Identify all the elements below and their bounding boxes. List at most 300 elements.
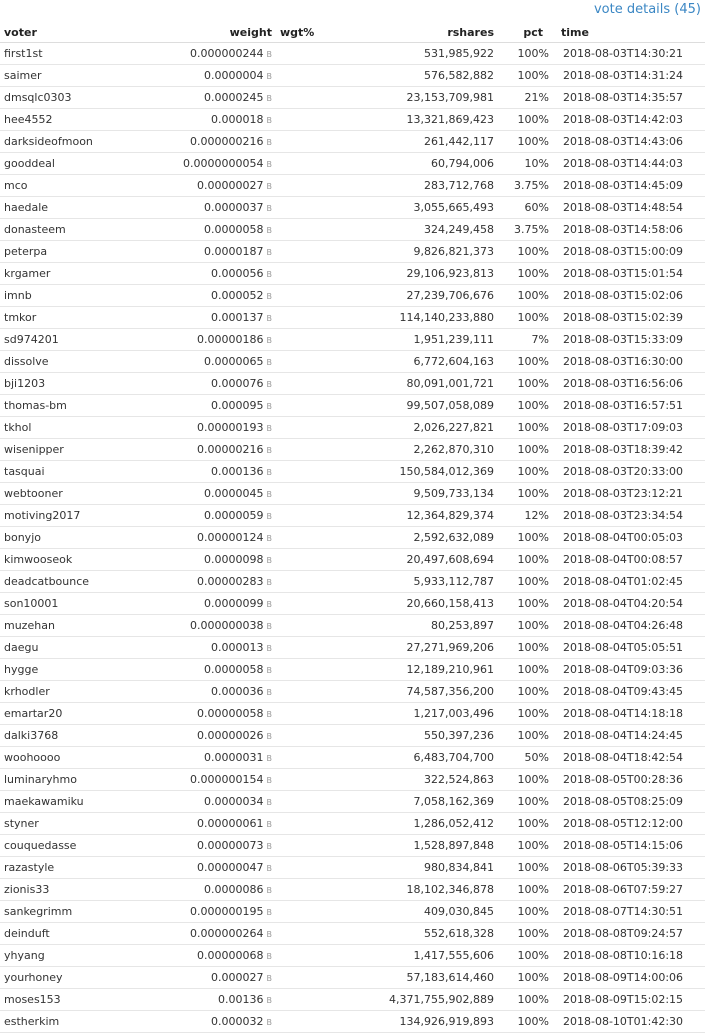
- weight-value: 0.0000065: [204, 355, 264, 368]
- rshares-cell: 531,985,922: [356, 43, 498, 65]
- time-cell: 2018-08-04T04:26:48: [553, 615, 705, 637]
- weight-unit: B: [266, 358, 272, 367]
- table-row: [0, 813, 705, 835]
- time-cell: 2018-08-03T15:33:09: [553, 329, 705, 351]
- weight-unit: B: [266, 468, 272, 477]
- pct-cell: 100%: [498, 989, 553, 1011]
- voter-link[interactable]: deinduft: [0, 923, 146, 945]
- weight-value: 0.0000059: [204, 509, 264, 522]
- voter-link[interactable]: wisenipper: [0, 439, 146, 461]
- wgt-pct-cell: [276, 219, 356, 241]
- weight-cell: [146, 967, 276, 989]
- weight-value: 0.00000068: [197, 949, 264, 962]
- wgt-pct-cell: [276, 241, 356, 263]
- weight-unit: B: [266, 72, 272, 81]
- rshares-cell: 324,249,458: [356, 219, 498, 241]
- voter-link[interactable]: donasteem: [0, 219, 146, 241]
- weight-value: 0.000137: [211, 311, 264, 324]
- rshares-cell: 57,183,614,460: [356, 967, 498, 989]
- rshares-cell: 2,262,870,310: [356, 439, 498, 461]
- time-cell: 2018-08-05T14:15:06: [553, 835, 705, 857]
- time-cell: 2018-08-08T10:16:18: [553, 945, 705, 967]
- weight-unit: B: [266, 160, 272, 169]
- pct-cell: 100%: [498, 615, 553, 637]
- table-row: [0, 197, 705, 219]
- pct-cell: 100%: [498, 879, 553, 901]
- weight-value: 0.0000099: [204, 597, 264, 610]
- rshares-cell: 60,794,006: [356, 153, 498, 175]
- voter-link[interactable]: estherkim: [0, 1011, 146, 1033]
- weight-unit: B: [266, 820, 272, 829]
- time-cell: 2018-08-04T00:05:03: [553, 527, 705, 549]
- voter-link[interactable]: deadcatbounce: [0, 571, 146, 593]
- pct-cell: 3.75%: [498, 219, 553, 241]
- weight-unit: B: [266, 50, 272, 59]
- col-wgt-pct[interactable]: wgt%: [276, 22, 356, 43]
- weight-value: 0.000000216: [190, 135, 264, 148]
- weight-unit: B: [266, 710, 272, 719]
- wgt-pct-cell: [276, 197, 356, 219]
- voter-link[interactable]: dmsqlc0303: [0, 87, 146, 109]
- wgt-pct-cell: [276, 373, 356, 395]
- weight-unit: B: [266, 600, 272, 609]
- weight-unit: B: [266, 402, 272, 411]
- table-row: [0, 725, 705, 747]
- col-time[interactable]: time: [553, 22, 705, 43]
- weight-value: 0.0000058: [204, 663, 264, 676]
- weight-unit: B: [266, 270, 272, 279]
- weight-cell: [146, 813, 276, 835]
- col-pct[interactable]: pct: [498, 22, 553, 43]
- table-row: [0, 857, 705, 879]
- pct-cell: 100%: [498, 857, 553, 879]
- weight-value: 0.000000244: [190, 47, 264, 60]
- table-row: [0, 505, 705, 527]
- weight-value: 0.000027: [211, 971, 264, 984]
- table-row: [0, 175, 705, 197]
- rshares-cell: 576,582,882: [356, 65, 498, 87]
- weight-value: 0.00000216: [197, 443, 264, 456]
- wgt-pct-cell: [276, 527, 356, 549]
- wgt-pct-cell: [276, 417, 356, 439]
- voter-link[interactable]: dissolve: [0, 351, 146, 373]
- weight-value: 0.000036: [211, 685, 264, 698]
- weight-unit: B: [266, 292, 272, 301]
- weight-cell: [146, 43, 276, 65]
- pct-cell: 100%: [498, 593, 553, 615]
- pct-cell: 100%: [498, 241, 553, 263]
- rshares-cell: 27,271,969,206: [356, 637, 498, 659]
- wgt-pct-cell: [276, 263, 356, 285]
- weight-cell: [146, 461, 276, 483]
- table-row: [0, 593, 705, 615]
- weight-cell: [146, 395, 276, 417]
- weight-unit: B: [266, 864, 272, 873]
- weight-value: 0.0000004: [204, 69, 264, 82]
- table-row: [0, 769, 705, 791]
- pct-cell: 100%: [498, 351, 553, 373]
- rshares-cell: 80,253,897: [356, 615, 498, 637]
- weight-cell: [146, 219, 276, 241]
- weight-cell: [146, 593, 276, 615]
- wgt-pct-cell: [276, 175, 356, 197]
- table-row: [0, 571, 705, 593]
- weight-unit: B: [266, 644, 272, 653]
- rshares-cell: 552,618,328: [356, 923, 498, 945]
- pct-cell: 100%: [498, 791, 553, 813]
- voter-link[interactable]: tkhol: [0, 417, 146, 439]
- weight-cell: [146, 175, 276, 197]
- voter-link[interactable]: sankegrimm: [0, 901, 146, 923]
- pct-cell: 100%: [498, 703, 553, 725]
- wgt-pct-cell: [276, 615, 356, 637]
- table-row: [0, 109, 705, 131]
- wgt-pct-cell: [276, 879, 356, 901]
- weight-cell: [146, 901, 276, 923]
- voter-link[interactable]: luminaryhmo: [0, 769, 146, 791]
- weight-cell: [146, 923, 276, 945]
- table-row: [0, 307, 705, 329]
- wgt-pct-cell: [276, 285, 356, 307]
- pct-cell: 100%: [498, 945, 553, 967]
- voter-link[interactable]: zionis33: [0, 879, 146, 901]
- rshares-cell: 2,592,632,089: [356, 527, 498, 549]
- table-row: [0, 483, 705, 505]
- weight-cell: [146, 703, 276, 725]
- wgt-pct-cell: [276, 1011, 356, 1033]
- voter-link[interactable]: haedale: [0, 197, 146, 219]
- weight-value: 0.00000047: [197, 861, 264, 874]
- pct-cell: 100%: [498, 769, 553, 791]
- rshares-cell: 1,417,555,606: [356, 945, 498, 967]
- table-row: [0, 879, 705, 901]
- time-cell: 2018-08-03T14:35:57: [553, 87, 705, 109]
- wgt-pct-cell: [276, 65, 356, 87]
- voter-link[interactable]: woohoooo: [0, 747, 146, 769]
- voter-link[interactable]: maekawamiku: [0, 791, 146, 813]
- rshares-cell: 12,189,210,961: [356, 659, 498, 681]
- rshares-cell: 6,483,704,700: [356, 747, 498, 769]
- voter-link[interactable]: tasquai: [0, 461, 146, 483]
- weight-value: 0.0000098: [204, 553, 264, 566]
- rshares-cell: 29,106,923,813: [356, 263, 498, 285]
- weight-unit: B: [266, 512, 272, 521]
- pct-cell: 12%: [498, 505, 553, 527]
- voter-link[interactable]: gooddeal: [0, 153, 146, 175]
- voter-link[interactable]: motiving2017: [0, 505, 146, 527]
- table-row: [0, 263, 705, 285]
- weight-cell: [146, 285, 276, 307]
- pct-cell: 100%: [498, 637, 553, 659]
- weight-unit: B: [266, 578, 272, 587]
- rshares-cell: 18,102,346,878: [356, 879, 498, 901]
- voter-link[interactable]: hee4552: [0, 109, 146, 131]
- pct-cell: 100%: [498, 373, 553, 395]
- weight-value: 0.000013: [211, 641, 264, 654]
- weight-unit: B: [266, 842, 272, 851]
- weight-cell: [146, 351, 276, 373]
- time-cell: 2018-08-03T20:33:00: [553, 461, 705, 483]
- wgt-pct-cell: [276, 329, 356, 351]
- weight-value: 0.000076: [211, 377, 264, 390]
- weight-unit: B: [266, 886, 272, 895]
- table-row: [0, 153, 705, 175]
- voter-link[interactable]: yourhoney: [0, 967, 146, 989]
- weight-unit: B: [266, 248, 272, 257]
- table-row: [0, 329, 705, 351]
- voter-link[interactable]: webtooner: [0, 483, 146, 505]
- time-cell: 2018-08-03T15:01:54: [553, 263, 705, 285]
- time-cell: 2018-08-03T14:58:06: [553, 219, 705, 241]
- votes-table: [0, 22, 705, 1033]
- voter-link[interactable]: styner: [0, 813, 146, 835]
- time-cell: 2018-08-10T01:42:30: [553, 1011, 705, 1033]
- weight-value: 0.0000000054: [183, 157, 264, 170]
- weight-cell: [146, 769, 276, 791]
- weight-unit: B: [266, 226, 272, 235]
- rshares-cell: 6,772,604,163: [356, 351, 498, 373]
- voter-link[interactable]: imnb: [0, 285, 146, 307]
- weight-value: 0.00000058: [197, 707, 264, 720]
- time-cell: 2018-08-03T16:30:00: [553, 351, 705, 373]
- weight-unit: B: [266, 952, 272, 961]
- wgt-pct-cell: [276, 747, 356, 769]
- wgt-pct-cell: [276, 153, 356, 175]
- weight-cell: [146, 197, 276, 219]
- weight-value: 0.0000245: [204, 91, 264, 104]
- table-row: [0, 285, 705, 307]
- weight-unit: B: [266, 776, 272, 785]
- weight-cell: [146, 131, 276, 153]
- weight-unit: B: [266, 336, 272, 345]
- time-cell: 2018-08-04T04:20:54: [553, 593, 705, 615]
- weight-unit: B: [266, 182, 272, 191]
- voter-link[interactable]: moses153: [0, 989, 146, 1011]
- voter-link[interactable]: hygge: [0, 659, 146, 681]
- weight-cell: [146, 879, 276, 901]
- voter-link[interactable]: yhyang: [0, 945, 146, 967]
- weight-unit: B: [266, 666, 272, 675]
- weight-unit: B: [266, 138, 272, 147]
- weight-value: 0.000032: [211, 1015, 264, 1028]
- col-rshares[interactable]: rshares: [356, 22, 498, 43]
- table-row: [0, 65, 705, 87]
- voter-link[interactable]: tmkor: [0, 307, 146, 329]
- weight-value: 0.000136: [211, 465, 264, 478]
- table-row: [0, 131, 705, 153]
- time-cell: 2018-08-04T09:03:36: [553, 659, 705, 681]
- time-cell: 2018-08-06T05:39:33: [553, 857, 705, 879]
- pct-cell: 100%: [498, 835, 553, 857]
- voter-link[interactable]: peterpa: [0, 241, 146, 263]
- voter-link[interactable]: thomas-bm: [0, 395, 146, 417]
- weight-cell: [146, 65, 276, 87]
- weight-cell: [146, 483, 276, 505]
- weight-cell: [146, 329, 276, 351]
- wgt-pct-cell: [276, 593, 356, 615]
- voter-link[interactable]: bji1203: [0, 373, 146, 395]
- wgt-pct-cell: [276, 87, 356, 109]
- rshares-cell: 9,509,733,134: [356, 483, 498, 505]
- rshares-cell: 1,528,897,848: [356, 835, 498, 857]
- rshares-cell: 13,321,869,423: [356, 109, 498, 131]
- rshares-cell: 27,239,706,676: [356, 285, 498, 307]
- rshares-cell: 99,507,058,089: [356, 395, 498, 417]
- rshares-cell: 20,660,158,413: [356, 593, 498, 615]
- wgt-pct-cell: [276, 307, 356, 329]
- weight-cell: [146, 307, 276, 329]
- time-cell: 2018-08-04T01:02:45: [553, 571, 705, 593]
- time-cell: 2018-08-03T14:42:03: [553, 109, 705, 131]
- weight-unit: B: [266, 446, 272, 455]
- col-voter[interactable]: voter: [0, 22, 146, 43]
- time-cell: 2018-08-03T23:34:54: [553, 505, 705, 527]
- vote-details-header: [0, 0, 705, 22]
- wgt-pct-cell: [276, 725, 356, 747]
- wgt-pct-cell: [276, 945, 356, 967]
- wgt-pct-cell: [276, 483, 356, 505]
- wgt-pct-cell: [276, 989, 356, 1011]
- weight-unit: B: [266, 424, 272, 433]
- rshares-cell: 150,584,012,369: [356, 461, 498, 483]
- voter-link[interactable]: dalki3768: [0, 725, 146, 747]
- weight-unit: B: [266, 908, 272, 917]
- weight-cell: [146, 439, 276, 461]
- rshares-cell: 114,140,233,880: [356, 307, 498, 329]
- voter-link[interactable]: kimwooseok: [0, 549, 146, 571]
- wgt-pct-cell: [276, 681, 356, 703]
- voter-link[interactable]: sd974201: [0, 329, 146, 351]
- rshares-cell: 7,058,162,369: [356, 791, 498, 813]
- time-cell: 2018-08-09T14:00:06: [553, 967, 705, 989]
- pct-cell: 100%: [498, 109, 553, 131]
- weight-value: 0.00000283: [197, 575, 264, 588]
- voter-link[interactable]: son10001: [0, 593, 146, 615]
- voter-link[interactable]: muzehan: [0, 615, 146, 637]
- weight-cell: [146, 549, 276, 571]
- votes-table-head: [0, 22, 705, 43]
- rshares-cell: 980,834,841: [356, 857, 498, 879]
- weight-cell: [146, 241, 276, 263]
- wgt-pct-cell: [276, 109, 356, 131]
- voter-link[interactable]: mco: [0, 175, 146, 197]
- pct-cell: 100%: [498, 725, 553, 747]
- pct-cell: 100%: [498, 681, 553, 703]
- rshares-cell: 23,153,709,981: [356, 87, 498, 109]
- time-cell: 2018-08-04T09:43:45: [553, 681, 705, 703]
- voter-link[interactable]: krgamer: [0, 263, 146, 285]
- weight-unit: B: [266, 116, 272, 125]
- voter-link[interactable]: daegu: [0, 637, 146, 659]
- voter-link[interactable]: first1st: [0, 43, 146, 65]
- rshares-cell: 5,933,112,787: [356, 571, 498, 593]
- table-row: [0, 703, 705, 725]
- time-cell: 2018-08-03T14:48:54: [553, 197, 705, 219]
- table-row: [0, 43, 705, 65]
- weight-value: 0.000000195: [190, 905, 264, 918]
- weight-value: 0.000000154: [190, 773, 264, 786]
- wgt-pct-cell: [276, 549, 356, 571]
- rshares-cell: 1,951,239,111: [356, 329, 498, 351]
- table-row: [0, 351, 705, 373]
- rshares-cell: 12,364,829,374: [356, 505, 498, 527]
- table-row: [0, 87, 705, 109]
- rshares-cell: 1,217,003,496: [356, 703, 498, 725]
- weight-unit: B: [266, 204, 272, 213]
- time-cell: 2018-08-09T15:02:15: [553, 989, 705, 1011]
- weight-unit: B: [266, 732, 272, 741]
- pct-cell: 100%: [498, 263, 553, 285]
- time-cell: 2018-08-03T18:39:42: [553, 439, 705, 461]
- rshares-cell: 74,587,356,200: [356, 681, 498, 703]
- table-row: [0, 791, 705, 813]
- wgt-pct-cell: [276, 769, 356, 791]
- weight-cell: [146, 109, 276, 131]
- wgt-pct-cell: [276, 901, 356, 923]
- voter-link[interactable]: emartar20: [0, 703, 146, 725]
- weight-value: 0.000052: [211, 289, 264, 302]
- weight-value: 0.000000038: [190, 619, 264, 632]
- pct-cell: 100%: [498, 549, 553, 571]
- time-cell: 2018-08-03T15:02:06: [553, 285, 705, 307]
- weight-value: 0.00000061: [197, 817, 264, 830]
- time-cell: 2018-08-03T23:12:21: [553, 483, 705, 505]
- voter-link[interactable]: bonyjo: [0, 527, 146, 549]
- weight-cell: [146, 659, 276, 681]
- weight-unit: B: [266, 996, 272, 1005]
- wgt-pct-cell: [276, 461, 356, 483]
- table-row: [0, 439, 705, 461]
- wgt-pct-cell: [276, 659, 356, 681]
- time-cell: 2018-08-03T16:56:06: [553, 373, 705, 395]
- voter-link[interactable]: couquedasse: [0, 835, 146, 857]
- table-row: [0, 747, 705, 769]
- table-row: [0, 219, 705, 241]
- time-cell: 2018-08-06T07:59:27: [553, 879, 705, 901]
- weight-cell: [146, 615, 276, 637]
- table-row: [0, 461, 705, 483]
- weight-value: 0.0000086: [204, 883, 264, 896]
- rshares-cell: 20,497,608,694: [356, 549, 498, 571]
- rshares-cell: 409,030,845: [356, 901, 498, 923]
- weight-value: 0.000018: [211, 113, 264, 126]
- weight-cell: [146, 725, 276, 747]
- table-row: [0, 417, 705, 439]
- table-row: [0, 373, 705, 395]
- pct-cell: 100%: [498, 571, 553, 593]
- time-cell: 2018-08-04T00:08:57: [553, 549, 705, 571]
- time-cell: 2018-08-04T14:24:45: [553, 725, 705, 747]
- weight-cell: [146, 373, 276, 395]
- voter-link[interactable]: razastyle: [0, 857, 146, 879]
- wgt-pct-cell: [276, 791, 356, 813]
- time-cell: 2018-08-03T15:02:39: [553, 307, 705, 329]
- wgt-pct-cell: [276, 43, 356, 65]
- col-weight[interactable]: weight: [146, 22, 276, 43]
- weight-unit: B: [266, 490, 272, 499]
- pct-cell: 100%: [498, 1011, 553, 1033]
- weight-cell: [146, 87, 276, 109]
- rshares-cell: 134,926,919,893: [356, 1011, 498, 1033]
- voter-link[interactable]: saimer: [0, 65, 146, 87]
- vote-details-link[interactable]: vote details (45): [593, 2, 701, 17]
- rshares-cell: 9,826,821,373: [356, 241, 498, 263]
- voter-link[interactable]: krhodler: [0, 681, 146, 703]
- wgt-pct-cell: [276, 439, 356, 461]
- voter-link[interactable]: darksideofmoon: [0, 131, 146, 153]
- weight-unit: B: [266, 380, 272, 389]
- time-cell: 2018-08-04T18:42:54: [553, 747, 705, 769]
